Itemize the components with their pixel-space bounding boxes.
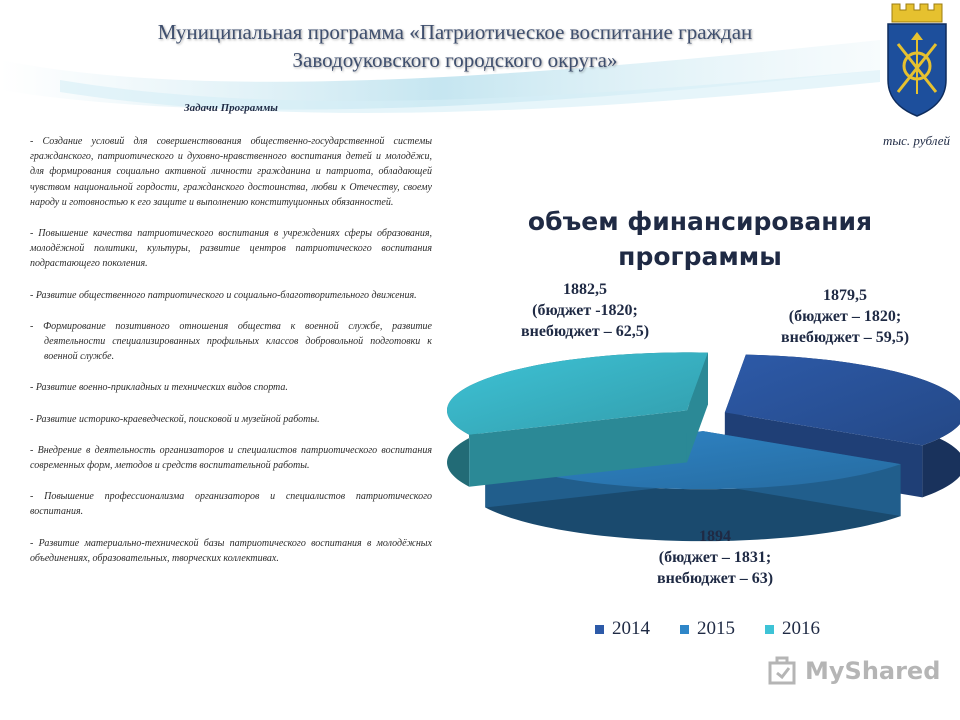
task-item: - Развитие общественного патриотического и социально-благотворительного движения. [30, 289, 417, 301]
task-item: - Повышение качества патриотического воспитания в учреждениях сферы образования, молодёжной политики, культуры, развитие центров патриотического воспитания подрастающего поколения. [30, 228, 432, 270]
task-item: - Развитие историко-краеведческой, поисковой и музейной работы. [30, 413, 320, 425]
tasks-heading: Задачи Программы [184, 102, 278, 114]
data-label-2016: 1882,5 (бюджет -1820; внебюджет – 62,5) [520, 281, 650, 340]
legend-label: 2014 [612, 618, 650, 639]
task-item: - Развитие материально-технической базы патриотического воспитания в молодёжных объединениях, образовательных, творческих коллективах. [30, 537, 432, 564]
data-label-2014: 1879,5 (бюджет – 1820; внебюджет – 59,5) [780, 287, 910, 346]
legend-item-2014 [595, 618, 650, 640]
watermark-text: MyShared [805, 657, 941, 685]
legend-label: 2016 [782, 618, 820, 639]
task-item: - Создание условий для совершенствования общественно-государственной системы гражданского, патриотического и духовно-нравственного воспитания детей и молодёжи, для формирования социально активной личности гражданина и патриота, обладающей чувством национальной гордости, гражданского достоинства, любви к Отечеству, своему народу и готовностью к его защите и выполнению конституционных обязанностей. [30, 136, 432, 208]
chart-legend [595, 618, 820, 640]
watermark [767, 655, 940, 687]
task-item: - Формирование позитивного отношения общества к военной службе, развитие деятельности специализированных профильных классов добровольной подготовки к военной службе. [30, 320, 432, 363]
legend-item-2015 [680, 618, 735, 640]
task-item: - Внедрение в деятельность организаторов и специалистов патриотического воспитания современных форм, методов и средств воспитательной работы. [30, 444, 432, 472]
task-item: - Повышение профессионализма организаторов и специалистов патриотического воспитания. [30, 491, 432, 518]
legend-item-2016 [765, 618, 820, 640]
watermark-logo-icon [767, 655, 799, 687]
legend-swatch [595, 625, 604, 634]
task-item: - Развитие военно-прикладных и технических видов спорта. [30, 382, 288, 394]
data-label-2015: 1894 (бюджет – 1831; внебюджет – 63) [656, 528, 774, 587]
legend-swatch [680, 625, 689, 634]
page-title: Муниципальная программа «Патриотическое воспитание граждан Заводоуковского городского округа» [157, 20, 753, 72]
legend-swatch [765, 625, 774, 634]
chart-title: объем финансирования программы [527, 207, 873, 271]
legend-label: 2015 [697, 618, 735, 639]
unit-label: тыс. рублей [882, 133, 950, 148]
